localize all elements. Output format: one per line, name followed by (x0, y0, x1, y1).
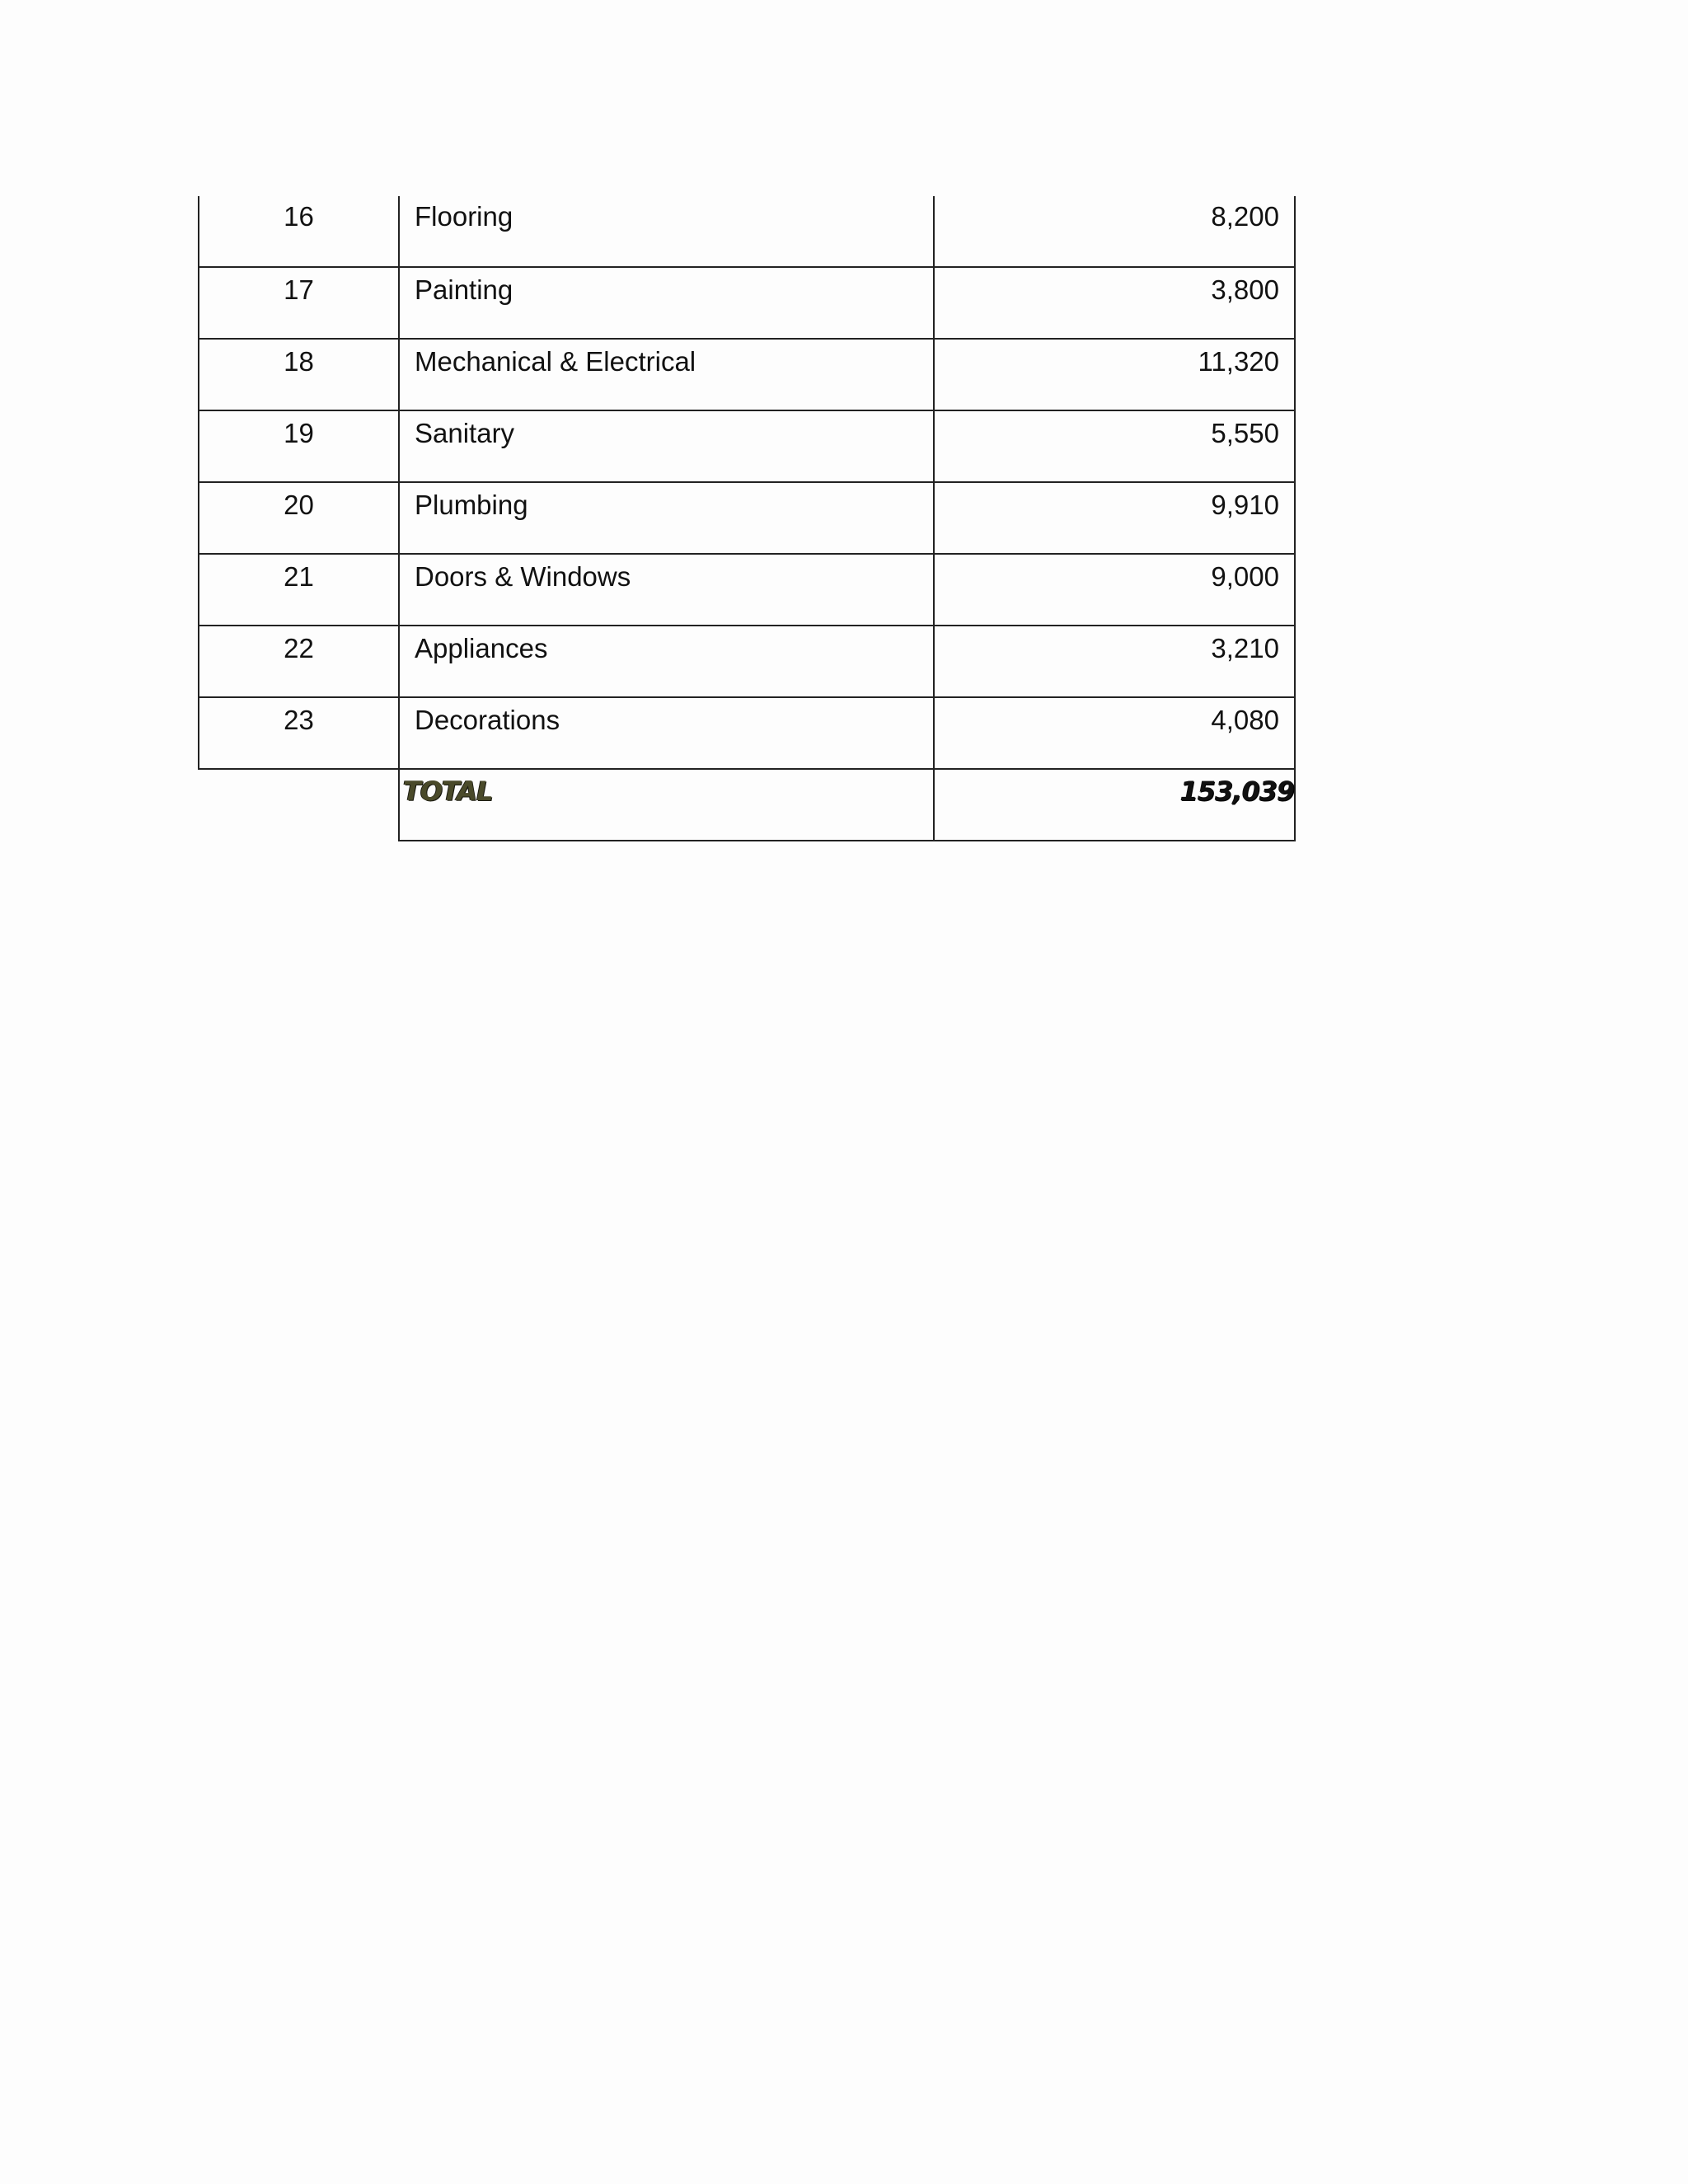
row-amount: 11,320 (933, 340, 1296, 411)
row-number: 18 (198, 340, 398, 411)
row-number: 20 (198, 483, 398, 555)
row-number: 16 (198, 196, 398, 268)
row-item: Plumbing (398, 483, 933, 555)
row-amount: 5,550 (933, 411, 1296, 483)
cost-table (198, 196, 1296, 841)
row-number: 23 (198, 698, 398, 770)
table-row (198, 411, 1296, 483)
row-amount: 3,210 (933, 626, 1296, 698)
table-row (198, 268, 1296, 340)
row-item: Sanitary (398, 411, 933, 483)
row-amount: 3,800 (933, 268, 1296, 340)
row-item: Appliances (398, 626, 933, 698)
row-item: Mechanical & Electrical (398, 340, 933, 411)
row-amount: 4,080 (933, 698, 1296, 770)
row-number: 21 (198, 555, 398, 626)
row-amount: 8,200 (933, 196, 1296, 268)
total-amount: 153,039 (933, 770, 1296, 841)
table-row (198, 196, 1296, 268)
row-amount: 9,910 (933, 483, 1296, 555)
total-label: TOTAL (398, 770, 933, 841)
total-spacer (198, 770, 398, 841)
row-item: Decorations (398, 698, 933, 770)
table-row (198, 340, 1296, 411)
row-number: 19 (198, 411, 398, 483)
table-row (198, 698, 1296, 770)
row-item: Flooring (398, 196, 933, 268)
row-number: 17 (198, 268, 398, 340)
table-row (198, 483, 1296, 555)
total-row (198, 770, 1296, 841)
row-number: 22 (198, 626, 398, 698)
row-amount: 9,000 (933, 555, 1296, 626)
row-item: Painting (398, 268, 933, 340)
table-row (198, 555, 1296, 626)
table-row (198, 626, 1296, 698)
row-item: Doors & Windows (398, 555, 933, 626)
